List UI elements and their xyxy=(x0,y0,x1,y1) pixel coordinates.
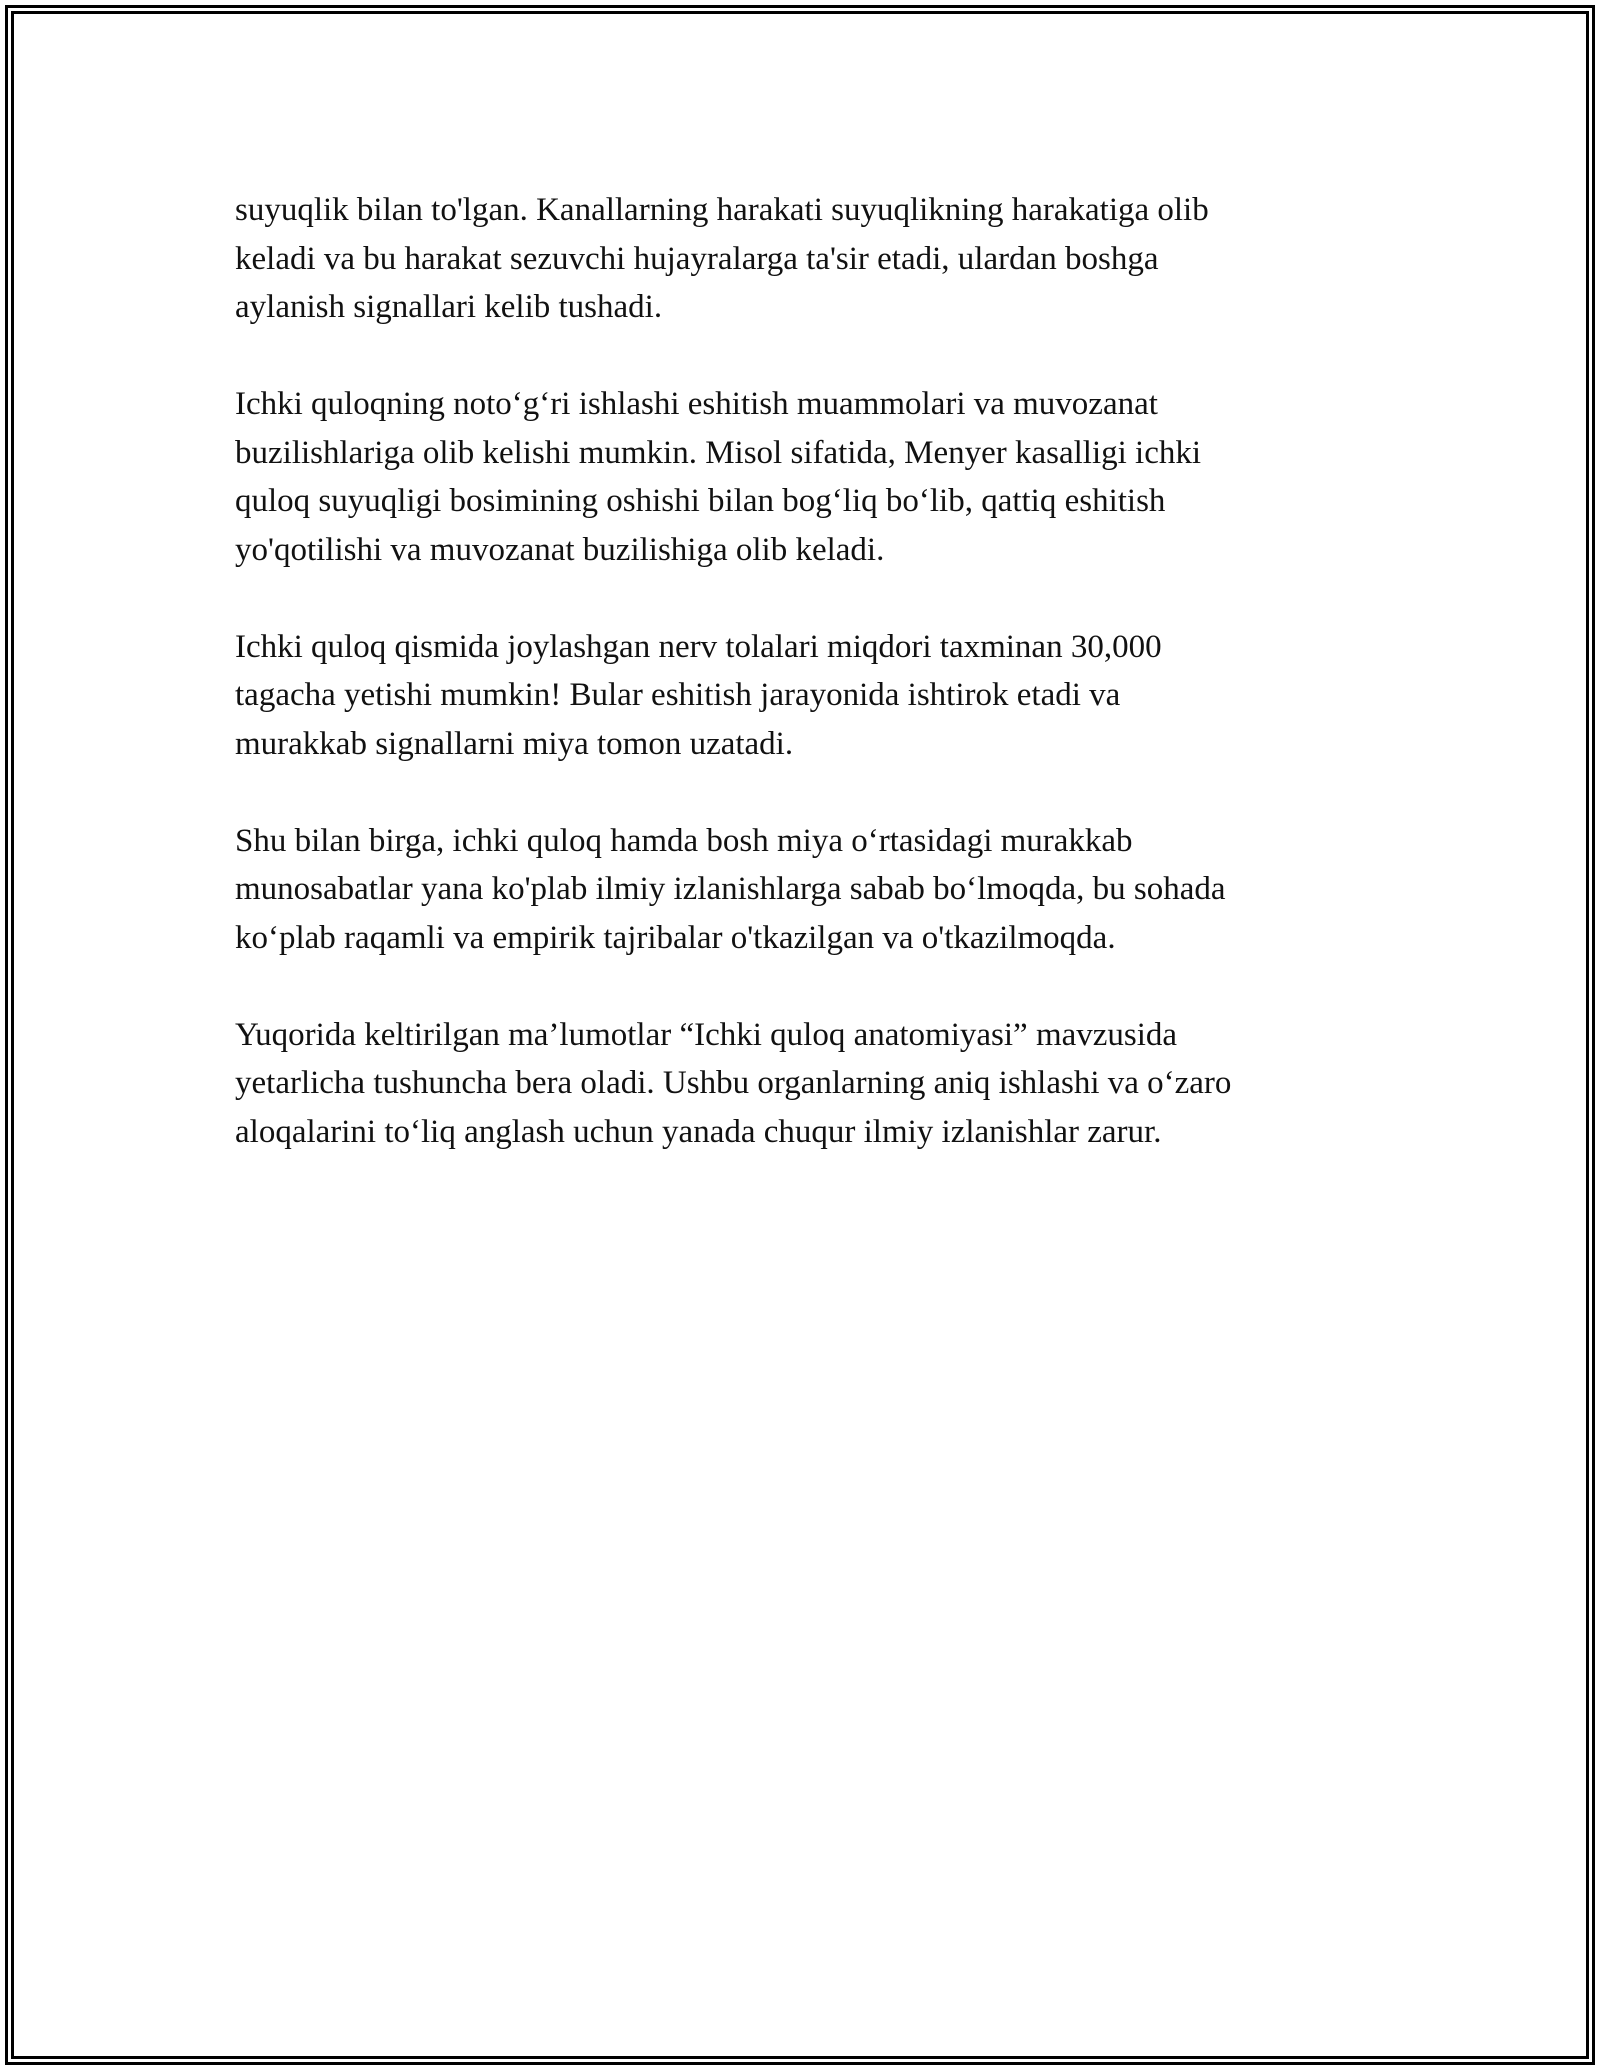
paragraph-semicircular-canals: suyuqlik bilan to'lgan. Kanallarning harakati suyuqlikning harakatiga olib keladi va bu harakat sezuvchi hujayralarga ta'sir etadi, ulardan boshga aylanish signallari kelib tushadi. xyxy=(235,192,1209,325)
paragraph-inner-ear-disorders: Ichki quloqning noto‘g‘ri ishlashi eshitish muammolari va muvozanat buzilishlariga olib kelishi mumkin. Misol sifatida, Menyer kasalligi ichki quloq suyuqligi bosimining oshishi bilan bog‘liq bo‘lib, qattiq eshitish yo'qotilishi va muvozanat buzilishiga olib keladi. xyxy=(235,386,1202,568)
paragraph-conclusion: Yuqorida keltirilgan ma’lumotlar “Ichki quloq anatomiyasi” mavzusida yetarlicha tushuncha bera oladi. Ushbu organlarning aniq ishlashi va o‘zaro aloqalarini to‘liq anglash uchun yanada chuqur ilmiy izlanishlar zarur. xyxy=(235,1016,1232,1150)
paragraph-research: Shu bilan birga, ichki quloq hamda bosh miya o‘rtasidagi murakkab munosabatlar yana ko'plab ilmiy izlanishlarga sabab bo‘lmoqda, bu sohada ko‘plab raqamli va empirik tajribalar o'tkazilgan va o'tkazilmoqda. xyxy=(235,822,1226,956)
document-body xyxy=(235,186,1375,1205)
paragraph-nerve-fibers: Ichki quloq qismida joylashgan nerv tolalari miqdori taxminan 30,000 tagacha yetishi mumkin! Bular eshitish jarayonida ishtirok etadi va murakkab signallarni miya tomon uzatadi. xyxy=(235,628,1162,762)
